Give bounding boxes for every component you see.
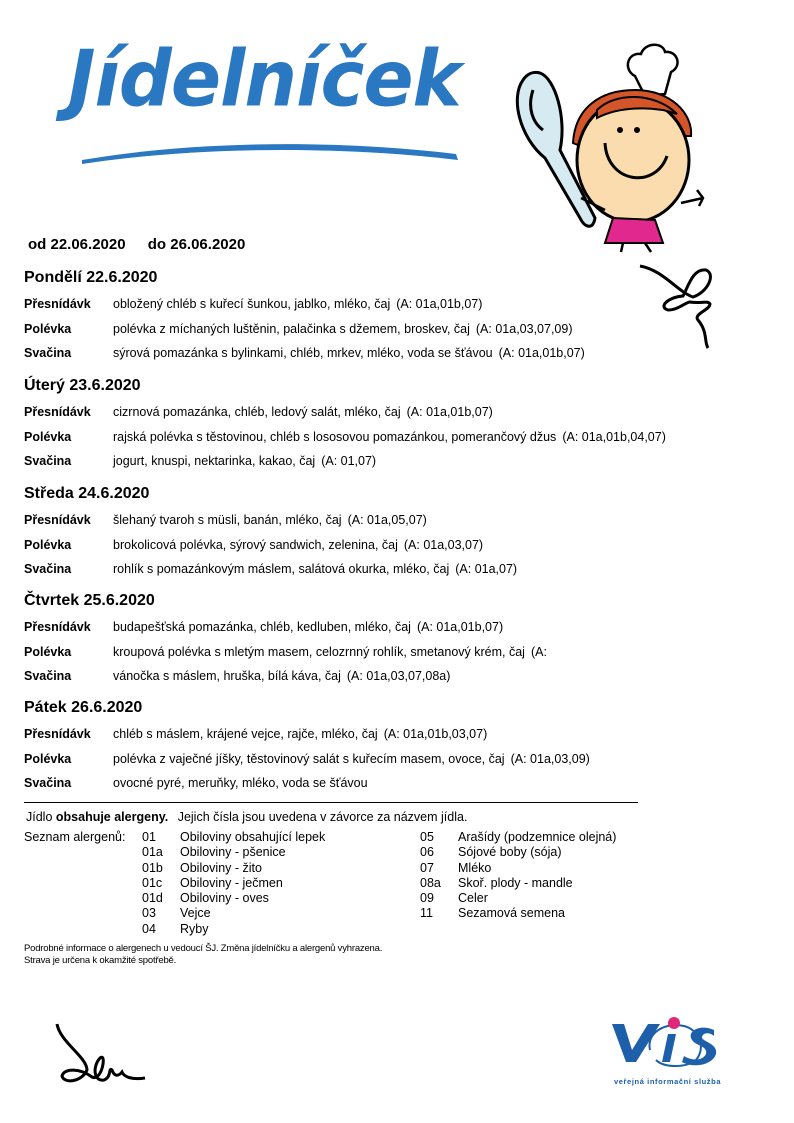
allergen-item <box>142 922 325 937</box>
meal-text: sýrová pomazánka s bylinkami, chléb, mrkev, mléko, voda se šťávou <box>113 346 493 360</box>
meal-allergens: (A: 01a,03,09) <box>510 751 590 766</box>
allergen-item <box>142 830 325 845</box>
allergen-item <box>142 876 325 891</box>
allergen-code: 11 <box>420 906 433 921</box>
allergen-item <box>142 891 325 906</box>
allergen-code: 04 <box>142 921 156 936</box>
meal-label: Svačina <box>24 776 72 790</box>
page-title: Jídelníček <box>68 33 461 125</box>
allergen-name: Obiloviny - ječmen <box>180 875 283 890</box>
allergen-item <box>420 845 616 860</box>
meal-row <box>24 537 644 562</box>
meal-label: Přesnídávk <box>24 727 91 741</box>
allergen-name: Mléko <box>458 860 492 875</box>
meal-label: Polévka <box>24 429 72 444</box>
allergen-item <box>420 891 616 906</box>
meal-text: polévka z vaječné jíšky, těstovinový salát s kuřecím masem, ovoce, čaj <box>113 751 505 766</box>
meal-label: Polévka <box>24 321 72 336</box>
meal-label: Přesnídávk <box>24 620 91 634</box>
allergen-column-2 <box>420 830 616 922</box>
meal-text: polévka z míchaných luštěnin, palačinka s džemem, broskev, čaj <box>113 321 470 336</box>
footer-line-1: Podrobné informace o alergenech u vedoucí ŠJ. Změna jídelníčku a alergenů vyhrazena. <box>24 943 383 954</box>
allergen-name: Ryby <box>180 921 209 936</box>
meal-text: rajská polévka s těstovinou, chléb s lososovou pomazánkou, pomerančový džus <box>113 429 557 444</box>
allergen-item <box>142 861 325 876</box>
day-section-thursday <box>24 592 644 693</box>
meal-label: Přesnídávk <box>24 513 91 527</box>
allergen-name: Vejce <box>180 906 211 921</box>
divider-line <box>24 802 638 803</box>
vis-logo-caption: veřejná informační služba <box>614 1077 722 1086</box>
day-section-wednesday <box>24 485 644 586</box>
allergen-code: 01 <box>142 830 156 844</box>
day-section-tuesday <box>24 377 666 478</box>
allergen-name: Obiloviny obsahující lepek <box>180 830 326 844</box>
day-section-monday <box>24 269 644 370</box>
meal-allergens: (A: 01a,01b,03,07) <box>383 727 488 741</box>
signature-bottom-icon <box>52 1022 147 1090</box>
allergen-note-prefix: Jídlo <box>26 810 53 824</box>
meal-allergens: (A: 01a,01b,07) <box>416 620 504 634</box>
signature-top-icon <box>638 262 723 352</box>
allergen-code: 09 <box>420 891 434 906</box>
meal-text: vánočka s máslem, hruška, bílá káva, čaj <box>113 669 341 683</box>
allergen-code: 08a <box>420 875 441 890</box>
meal-row <box>24 726 644 751</box>
allergen-code: 03 <box>142 906 156 921</box>
meal-allergens: (A: 01a,03,07,08a) <box>346 669 451 683</box>
meal-allergens: (A: 01a,03,07,09) <box>475 321 573 336</box>
date-from: od 22.06.2020 <box>28 236 126 253</box>
date-range <box>28 236 245 253</box>
allergen-code: 01b <box>142 860 163 875</box>
allergen-item <box>420 906 616 921</box>
meal-row <box>24 429 666 454</box>
meal-allergens: (A: 01a,03,07) <box>403 537 484 552</box>
allergen-name: Celer <box>458 891 488 906</box>
meal-label: Polévka <box>24 751 72 766</box>
allergen-item <box>420 830 616 845</box>
meal-label: Přesnídávk <box>24 297 91 311</box>
meal-label: Svačina <box>24 669 72 683</box>
meal-allergens: (A: 01a,01b,07) <box>498 346 585 360</box>
allergen-code: 05 <box>420 830 434 844</box>
allergen-item <box>420 876 616 891</box>
allergen-code: 01d <box>142 891 163 906</box>
footer-note <box>24 943 382 967</box>
allergen-item <box>420 861 616 876</box>
meal-row <box>24 561 644 586</box>
meal-allergens: (A: 01a,01b,07) <box>406 405 493 419</box>
day-title: Úterý 23.6.2020 <box>24 377 141 394</box>
meal-row <box>24 345 644 370</box>
meal-label: Polévka <box>24 537 72 552</box>
meal-row <box>24 512 644 537</box>
allergen-note <box>26 810 467 824</box>
allergen-item <box>142 845 325 860</box>
meal-allergens: (A: 01a,07) <box>455 562 518 576</box>
day-title: Středa 24.6.2020 <box>24 485 150 502</box>
meal-row <box>24 404 644 429</box>
title-underline-swoosh <box>80 140 460 170</box>
meal-row <box>24 668 644 693</box>
menu-title-logo <box>66 33 466 178</box>
allergen-name: Obiloviny - oves <box>180 891 269 906</box>
meal-row <box>24 644 644 669</box>
meal-text: chléb s máslem, krájené vejce, rajče, mléko, čaj <box>113 727 378 741</box>
meal-label: Svačina <box>24 346 72 360</box>
day-title: Pátek 26.6.2020 <box>24 699 143 716</box>
meal-text: budapešťská pomazánka, chléb, kedluben, mléko, čaj <box>113 620 411 634</box>
meal-text: ovocné pyré, meruňky, mléko, voda se šťávou <box>113 776 368 790</box>
meal-row <box>24 751 644 776</box>
day-section-friday <box>24 699 644 800</box>
day-title: Čtvrtek 25.6.2020 <box>24 592 155 609</box>
allergen-code: 01c <box>142 875 163 890</box>
allergen-list-label: Seznam alergenů: <box>24 830 126 844</box>
meal-text: rohlík s pomazánkovým máslem, salátová okurka, mléko, čaj <box>113 562 450 576</box>
footer-line-2: Strava je určena k okamžité spotřebě. <box>24 955 177 966</box>
allergen-code: 01a <box>142 845 163 860</box>
allergen-name: Skoř. plody - mandle <box>458 875 573 890</box>
allergen-note-bold: obsahuje alergeny. <box>55 810 169 824</box>
meal-allergens: (A: <box>530 644 547 659</box>
meal-row <box>24 775 644 800</box>
meal-allergens: (A: 01,07) <box>321 454 377 468</box>
meal-label: Přesnídávk <box>24 405 91 419</box>
meal-text: jogurt, knuspi, nektarinka, kakao, čaj <box>113 454 316 468</box>
meal-text: kroupová polévka s mletým masem, celozrnný rohlík, smetanový krém, čaj <box>113 644 525 659</box>
allergen-code: 06 <box>420 845 434 860</box>
allergen-code: 07 <box>420 860 434 875</box>
meal-allergens: (A: 01a,01b,07) <box>396 297 483 311</box>
meal-text: šlehaný tvaroh s müsli, banán, mléko, čaj <box>113 513 342 527</box>
meal-allergens: (A: 01a,05,07) <box>347 513 427 527</box>
allergen-name: Obiloviny - žito <box>180 860 262 875</box>
meal-row <box>24 619 644 644</box>
meal-row <box>24 453 644 478</box>
meal-text: brokolicová polévka, sýrový sandwich, zelenina, čaj <box>113 537 398 552</box>
meal-label: Svačina <box>24 562 72 576</box>
allergen-name: Obiloviny - pšenice <box>180 845 286 860</box>
meal-row <box>24 321 644 346</box>
meal-row <box>24 296 644 321</box>
date-to: do 26.06.2020 <box>147 236 246 253</box>
meal-text: obložený chléb s kuřecí šunkou, jablko, mléko, čaj <box>113 297 391 311</box>
allergen-note-rest: Jejich čísla jsou uvedena v závorce za názvem jídla. <box>177 810 468 824</box>
meal-allergens: (A: 01a,01b,04,07) <box>562 429 666 444</box>
chef-girl-illustration-icon <box>505 38 705 253</box>
allergen-name: Sezamová semena <box>458 906 566 921</box>
allergen-item <box>142 906 325 921</box>
meal-label: Polévka <box>24 644 72 659</box>
allergen-name: Arašídy (podzemnice olejná) <box>458 830 617 844</box>
day-title: Pondělí 22.6.2020 <box>24 269 158 286</box>
meal-text: cizrnová pomazánka, chléb, ledový salát, mléko, čaj <box>113 405 401 419</box>
allergen-column-1 <box>142 830 325 937</box>
meal-label: Svačina <box>24 454 72 468</box>
allergen-name: Sójové boby (sója) <box>458 845 562 860</box>
